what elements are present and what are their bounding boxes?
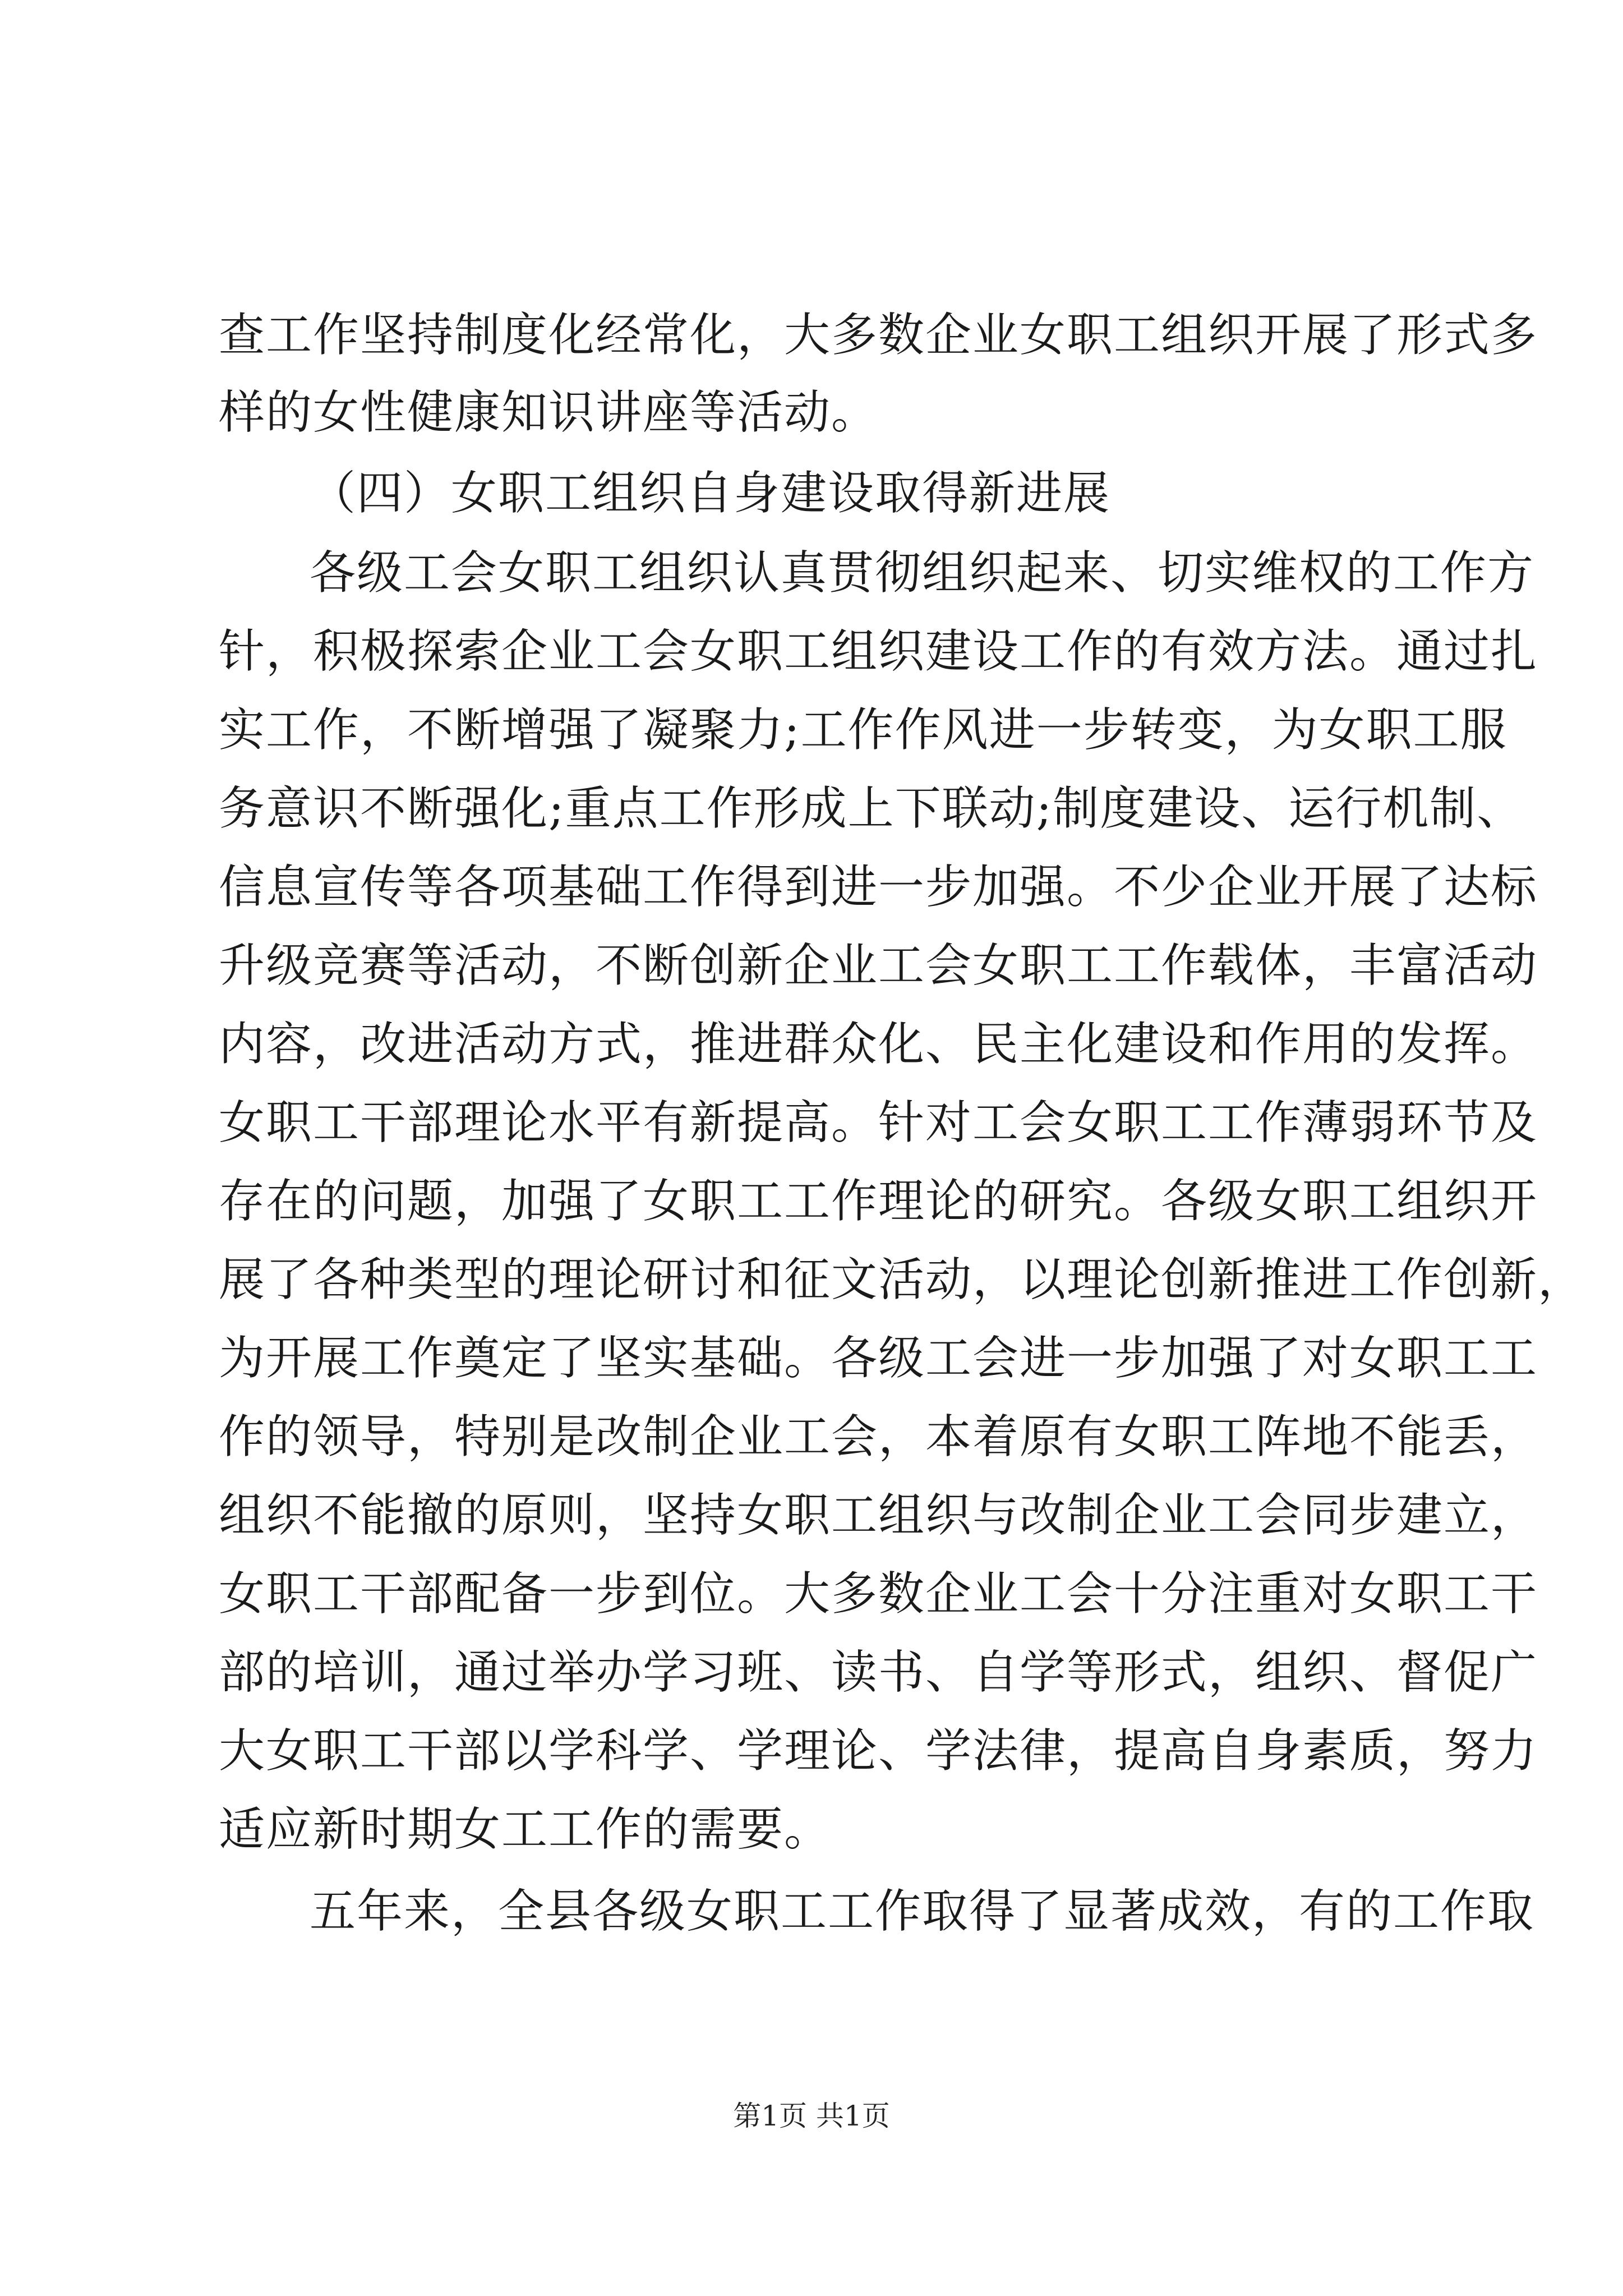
paragraph-first-line: 五年来，全县各级女职工工作取得了显著成效，有的工作取 (310, 1885, 1535, 1938)
body-text-line: 查工作坚持制度化经常化，大多数企业女职工组织开展了形式多 (219, 309, 1538, 362)
body-text-line: 信息宣传等各项基础工作得到进一步加强。不少企业开展了达标 (219, 861, 1538, 914)
body-text-line: 女职工干部理论水平有新提高。针对工会女职工工作薄弱环节及 (219, 1096, 1538, 1149)
body-text-line: 升级竞赛等活动，不断创新企业工会女职工工作载体，丰富活动 (219, 939, 1538, 992)
body-text-line: 针，积极探索企业工会女职工组织建设工作的有效方法。通过扎 (219, 625, 1538, 678)
body-text-line: 部的培训，通过举办学习班、读书、自学等形式，组织、督促广 (219, 1646, 1538, 1699)
page-footer: 第1页 共1页 (733, 2100, 890, 2132)
body-text-line: 实工作，不断增强了凝聚力;工作作风进一步转变，为女职工服 (219, 703, 1507, 757)
body-text-line: 存在的问题，加强了女职工工作理论的研究。各级女职工组织开 (219, 1175, 1538, 1228)
section-heading: （四）女职工组织自身建设取得新进展 (310, 467, 1111, 520)
body-text-line: 女职工干部配备一步到位。大多数企业工会十分注重对女职工干 (219, 1567, 1538, 1621)
body-text-line: 展了各种类型的理论研讨和征文活动，以理论创新推进工作创新， (219, 1253, 1585, 1306)
body-text-line: 务意识不断强化;重点工作形成上下联动;制度建设、运行机制、 (219, 782, 1524, 835)
body-text-line: 组织不能撤的原则，坚持女职工组织与改制企业工会同步建立， (219, 1489, 1538, 1542)
paragraph-first-line: 各级工会女职工组织认真贯彻组织起来、切实维权的工作方 (310, 546, 1535, 600)
body-text-line: 样的女性健康知识讲座等活动。 (219, 386, 879, 439)
body-text-line: 内容，改进活动方式，推进群众化、民主化建设和作用的发挥。 (219, 1018, 1538, 1071)
body-text-line: 为开展工作奠定了坚实基础。各级工会进一步加强了对女职工工 (219, 1332, 1538, 1385)
body-text-line: 适应新时期女工工作的需要。 (219, 1803, 832, 1856)
body-text-line: 大女职工干部以学科学、学理论、学法律，提高自身素质，努力 (219, 1724, 1538, 1778)
body-text-line: 作的领导，特别是改制企业工会，本着原有女职工阵地不能丢， (219, 1410, 1538, 1464)
